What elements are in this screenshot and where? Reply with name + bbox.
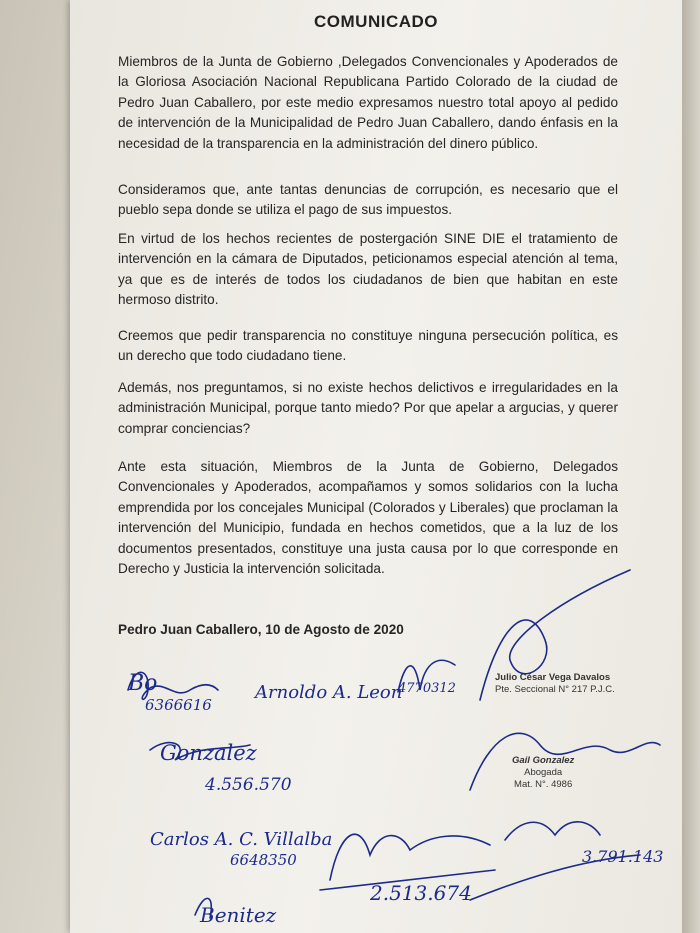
dateline: Pedro Juan Caballero, 10 de Agosto de 2020 xyxy=(118,622,404,637)
signature-3-number: 4770312 xyxy=(398,681,456,696)
stamp-gail-role: Abogada xyxy=(524,767,563,778)
paragraph-1: Miembros de la Junta de Gobierno ,Delegados Convencionales y Apoderados de la Gloriosa Asociación Nacional Republicana Partido Colorado de la ciudad de Pedro Juan Caballero, por este medio expresamos nuestro total apoyo al pedido de intervención de la Municipalidad de Pedro Juan Caballero, dando énfasis en la necesidad de la transparencia en la administración del dinero público. xyxy=(118,54,618,151)
paragraph-4: Creemos que pedir transparencia no constituye ninguna persecución política, es un derecho que todo ciudadano tiene. xyxy=(118,328,618,364)
signature-6-number: 2.513.674 xyxy=(370,881,472,905)
signature-vega-scribble xyxy=(480,570,630,700)
signature-gail-scribble xyxy=(470,733,660,790)
paragraph-2: Consideramos que, ante tantas denuncias de corrupción, es necesario que el pueblo sepa donde se utiliza el pago de sus impuestos. xyxy=(118,182,618,218)
document-title: COMUNICADO xyxy=(314,12,438,31)
paragraph-5: Además, nos preguntamos, si no existe hechos delictivos e irregularidades en la administración Municipal, porque tanto miedo? Por que apelar a argucias, y querer comprar conciencias? xyxy=(118,380,618,436)
stamp-gail-mat: Mat. N°. 4986 xyxy=(514,779,573,790)
paragraph-6: Ante esta situación, Miembros de la Junta de Gobierno, Delegados Convencionales y Apoderados, acompañamos y somos solidarios con la lucha emprendida por los concejales Municipal (Colorados y Liberales) que proclaman la intervención del Municipio, fundada en hechos cometidos, que a la luz de los documentos presentados, constituye una justa causa por lo que corresponde en Derecho y Justicia la intervención solicitada. xyxy=(118,459,618,577)
signature-7-number: 3.791.143 xyxy=(582,847,664,866)
signature-4-number: 4.556.570 xyxy=(205,775,292,795)
stamp-gail-name: Gail Gonzalez xyxy=(512,755,575,766)
stamp-vega-name: Julio César Vega Davalos xyxy=(495,672,611,683)
signature-1-mark: Bo xyxy=(128,671,158,696)
signature-8-name: Benitez xyxy=(200,903,277,927)
signature-5-number: 6648350 xyxy=(230,851,297,869)
paragraph-3: En virtud de los hechos recientes de postergación SINE DIE el tratamiento de intervención en la cámara de Diputados, peticionamos especial atención al tema, ya que es de interés de todos los ciudadanos de bien que habitan en este hermoso distrito. xyxy=(118,231,618,308)
signature-1-number: 6366616 xyxy=(145,696,212,714)
signature-2-name: Arnoldo A. Leon xyxy=(255,682,403,703)
stamp-vega-role: Pte. Seccional N° 217 P.J.C. xyxy=(495,684,615,695)
signature-4-name: Gonzalez xyxy=(160,741,257,765)
signature-5-name: Carlos A. C. Villalba xyxy=(150,829,333,850)
